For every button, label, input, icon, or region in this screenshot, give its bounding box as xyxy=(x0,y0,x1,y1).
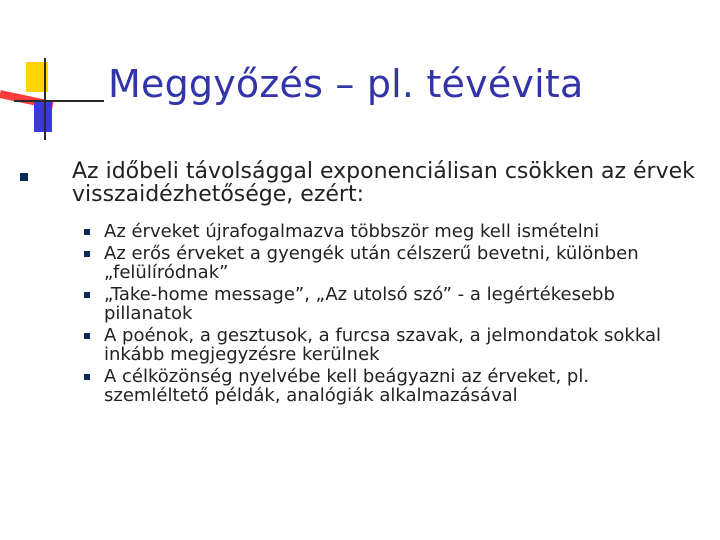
list-item-text: A célközönség nyelvébe kell beágyazni az érveket, pl. szemléltető példák, analógiák alkalmazásával xyxy=(104,366,590,406)
square-bullet-icon xyxy=(84,292,90,298)
sub-point-list xyxy=(66,222,696,408)
list-item-text: A poénok, a gesztusok, a furcsa szavak, a jelmondatok sokkal inkább megjegyzésre kerülnek xyxy=(104,325,661,365)
list-item-text: Az érveket újrafogalmazva többször meg kell ismételni xyxy=(104,221,600,242)
decorative-logo xyxy=(0,0,110,140)
slide-title: Meggyőzés – pl. tévévita xyxy=(108,62,584,106)
list-item-text: Az erős érveket a gyengék után célszerű bevetni, különben „felülíródnak” xyxy=(104,243,639,283)
main-point xyxy=(20,160,700,206)
logo-blue-rect xyxy=(34,100,52,132)
list-item xyxy=(66,367,696,405)
square-bullet-icon xyxy=(84,229,90,235)
list-item xyxy=(66,285,696,323)
square-bullet-icon xyxy=(20,173,28,181)
logo-vertical-line xyxy=(44,58,46,140)
main-point-text: Az időbeli távolsággal exponenciálisan csökken az érvek visszaidézhetősége, ezért: xyxy=(72,159,695,207)
list-item-text: „Take-home message”, „Az utolsó szó” - a legértékesebb pillanatok xyxy=(104,284,615,324)
square-bullet-icon xyxy=(84,333,90,339)
logo-horizontal-line xyxy=(14,100,104,102)
list-item xyxy=(66,326,696,364)
list-item xyxy=(66,244,696,282)
square-bullet-icon xyxy=(84,374,90,380)
list-item xyxy=(66,222,696,241)
square-bullet-icon xyxy=(84,251,90,257)
